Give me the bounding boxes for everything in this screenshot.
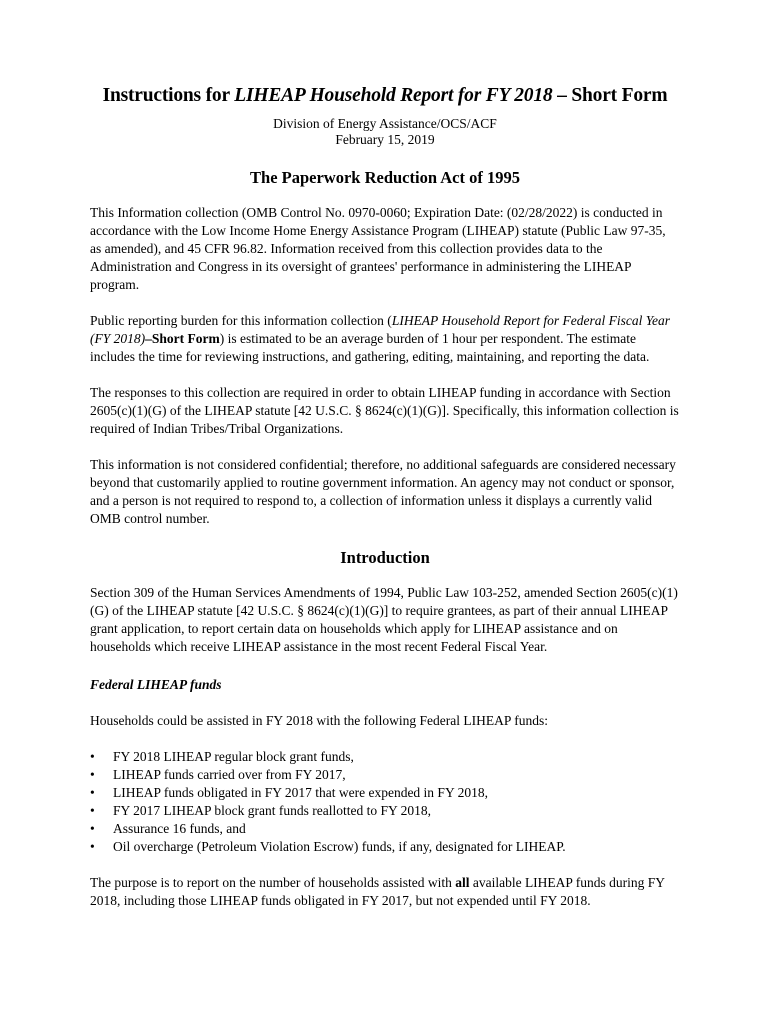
purpose-text-after: available LIHEAP funds during FY 2018, including those LIHEAP funds obligated in FY 2017, but not expended until FY 2018. [90,875,665,908]
division-line: Division of Energy Assistance/OCS/ACF [273,116,497,131]
funds-list [90,748,680,856]
title-prefix: Instructions for [102,85,235,106]
list-item: • Oil overcharge (Petroleum Violation Escrow) funds, if any, designated for LIHEAP. [90,838,680,856]
introduction-paragraph: Section 309 of the Human Services Amendments of 1994, Public Law 103-252, amended Section 2605(c)(1)(G) of the LIHEAP statute [42 U.S.C. § 8624(c)(1)(G)] to require grantees, as part of their annual LIHEAP grant application, to report certain data on households which apply for LIHEAP assistance and on households which receive LIHEAP assistance in the most recent Federal Fiscal Year. [90,585,678,654]
document-date: February 15, 2019 [335,132,435,147]
title-italic: LIHEAP Household Report for FY 2018 [234,85,553,106]
document-page [90,84,680,910]
list-item: • LIHEAP funds obligated in FY 2017 that were expended in FY 2018, [90,784,680,802]
paperwork-heading: The Paperwork Reduction Act of 1995 [250,168,520,187]
para2-text-before: Public reporting burden for this information collection ( [90,313,392,328]
para2-text-after: ) is estimated to be an average burden of 1 hour per respondent. The estimate includes the time for reviewing instructions, and gathering, editing, maintaining, and reporting the data. [90,331,650,364]
introduction-heading: Introduction [340,548,430,567]
purpose-bold-all: all [455,875,470,890]
paperwork-paragraph-3: The responses to this collection are required in order to obtain LIHEAP funding in accordance with Section 2605(c)(1)(G) of the LIHEAP statute [42 U.S.C. § 8624(c)(1)(G)]. Specifically, this information collection is required of Indian Tribes/Tribal Organizations. [90,385,679,436]
para2-italic-title: LIHEAP Household Report for Federal Fiscal Year (FY 2018) [90,313,671,346]
paperwork-paragraph-4: This information is not considered confidential; therefore, no additional safeguards are considered necessary beyond that customarily applied to routine government information. An agency may not conduct or sponsor, and a person is not required to respond to, a collection of information unless it displays a currently valid OMB control number. [90,457,676,526]
paperwork-paragraph-2 [90,312,680,366]
para2-bold-short-form: –Short Form [145,331,220,346]
purpose-text-before: The purpose is to report on the number of households assisted with [90,875,456,890]
funds-intro: Households could be assisted in FY 2018 with the following Federal LIHEAP funds: [90,713,548,728]
list-item: • Assurance 16 funds, and [90,820,680,838]
list-item: • FY 2018 LIHEAP regular block grant funds, [90,748,680,766]
federal-funds-heading: Federal LIHEAP funds [90,677,222,692]
purpose-paragraph [90,874,680,910]
document-title [90,84,680,108]
list-item: • LIHEAP funds carried over from FY 2017, [90,766,680,784]
list-item: • FY 2017 LIHEAP block grant funds reallotted to FY 2018, [90,802,680,820]
title-suffix: – Short Form [552,85,668,106]
paperwork-paragraph-1: This Information collection (OMB Control No. 0970-0060; Expiration Date: (02/28/2022) is conducted in accordance with the Low Income Home Energy Assistance Program (LIHEAP) statute (Public Law 97-35, as amended), and 45 CFR 96.82. Information received from this collection provides data to the Administration and Congress in its oversight of grantees' performance in administering the LIHEAP program. [90,205,666,292]
